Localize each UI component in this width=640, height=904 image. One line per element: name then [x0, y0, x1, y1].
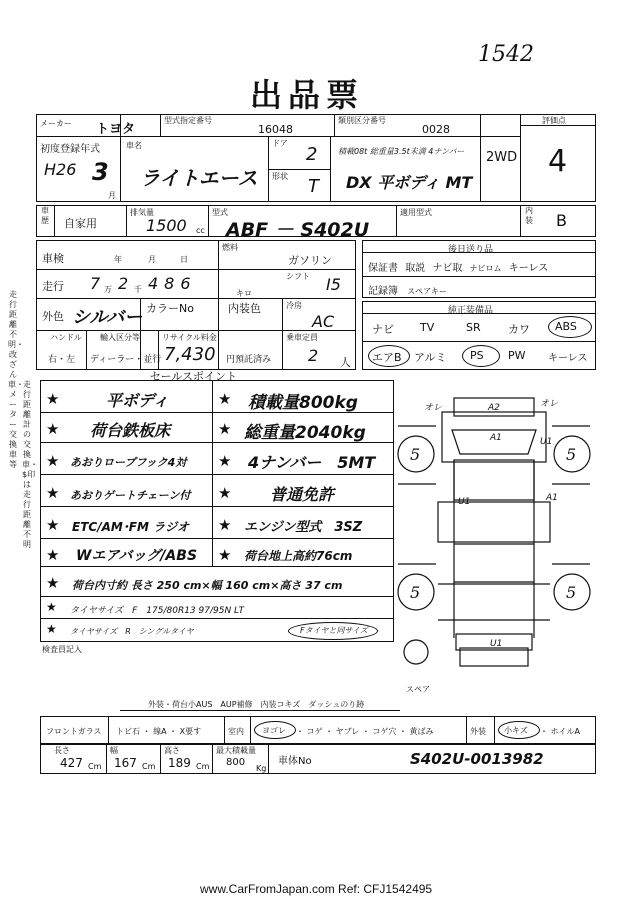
- tire-front: タイヤサイズ F 175/80R13 97/95N LT: [70, 606, 244, 616]
- length-unit: Cm: [88, 762, 102, 771]
- after-doc-navi-rom: ナビロム: [469, 264, 502, 273]
- mileage-digit-3: 486: [148, 274, 197, 293]
- capacity-value: 2: [308, 346, 319, 365]
- diagram-mark-5-rl: 5: [410, 583, 421, 602]
- windshield-label: フロントガラス: [46, 727, 102, 736]
- import-label: 輸入区分等: [100, 333, 140, 342]
- applicable-label: 適用型式: [400, 208, 432, 217]
- class-value: 0028: [422, 123, 450, 136]
- after-docs-items-2: [368, 282, 447, 297]
- mileage-sen: 千: [134, 285, 142, 294]
- grade-value: DX 平ボディ MT: [346, 173, 473, 192]
- room-label: 室内: [228, 727, 244, 736]
- interior-value: B: [556, 211, 567, 230]
- star-icon: ★: [218, 452, 232, 470]
- star-icon: ★: [46, 600, 57, 614]
- recycle-unit: 円預託済み: [226, 355, 272, 365]
- side-note-left-2: 走行距離計の交換車・$印は走行距離不明: [22, 380, 38, 549]
- length-value: 427: [60, 756, 83, 770]
- width-unit: Cm: [142, 762, 156, 771]
- star-icon: ★: [46, 546, 60, 564]
- shape-value: T: [308, 176, 319, 197]
- star-icon: ★: [218, 390, 232, 408]
- inspection-month: 月: [148, 255, 156, 264]
- star-icon: ★: [46, 622, 57, 636]
- after-doc-keyless: キーレス: [508, 263, 549, 274]
- vehicle-damage-diagram: [396, 384, 594, 688]
- room-opt-rest: ・ コゲ ・ ヤブレ ・ コゲ穴 ・ 黄ばみ: [296, 727, 434, 736]
- exterior-label: 外色: [42, 310, 64, 323]
- diagram-mark-ore-right: オレ: [540, 399, 559, 409]
- height-label: 高さ: [164, 746, 180, 755]
- import-value: ディーラー・並行: [90, 355, 162, 365]
- equip-abs: ABS: [555, 320, 577, 333]
- recycle-value: 7,430: [164, 344, 216, 365]
- shift-value: I5: [326, 275, 341, 294]
- sales-points-header: セールスポイント: [150, 370, 238, 383]
- equip-leather: カワ: [508, 323, 530, 336]
- handle-label: ハンドル: [50, 333, 82, 342]
- sales-point-1: 平ボディ: [106, 391, 169, 410]
- displacement-label: 排気量: [130, 208, 154, 217]
- reg-month-unit: 月: [108, 191, 116, 200]
- color-no-label: カラーNo: [146, 302, 194, 315]
- recycle-label: リサイクル料金: [162, 333, 217, 342]
- ac-label: 冷房: [286, 301, 302, 310]
- length-label: 長さ: [54, 746, 70, 755]
- class-label: 類別区分番号: [338, 116, 386, 125]
- mileage-digit-1: 7: [90, 274, 101, 293]
- inspector-label: 検査員記入: [42, 645, 82, 654]
- equip-ps: PS: [470, 349, 484, 362]
- ac-value: AC: [312, 312, 335, 331]
- inspection-year: 年: [114, 255, 122, 264]
- sales-point-4: 総重量2040kg: [244, 423, 366, 443]
- interior-color-label: 内装色: [228, 302, 261, 315]
- spare-label: スペア: [406, 685, 430, 694]
- tire-note: Fタイヤと同サイズ: [300, 626, 368, 635]
- fuel-label: 燃料: [222, 243, 238, 252]
- mileage-label: 走行: [42, 280, 64, 293]
- capacity-unit: 人: [340, 356, 351, 369]
- height-unit: Cm: [196, 762, 210, 771]
- reg-year: 3: [92, 158, 109, 186]
- load-unit: Kg: [256, 764, 267, 773]
- diagram-mark-a2: A2: [488, 403, 500, 413]
- star-icon: ★: [218, 420, 232, 438]
- sales-point-9: ETC/AM･FM ラジオ: [72, 520, 190, 534]
- vin-label: 車体No: [278, 756, 312, 767]
- diagram-mark-ore-left: オレ: [424, 403, 443, 413]
- rating-label: 評価点: [542, 116, 566, 125]
- sales-point-11: Wエアバッグ/ABS: [76, 548, 198, 564]
- door-value: 2: [306, 144, 318, 165]
- diagram-mark-5-rr: 5: [566, 583, 577, 602]
- sales-point-10: エンジン型式 3SZ: [244, 520, 363, 535]
- diagram-mark-5-fl: 5: [410, 445, 421, 464]
- exterior-value: シルバー: [72, 307, 143, 328]
- type-designation-label: 型式指定番号: [164, 116, 212, 125]
- interior-label: 内装: [525, 206, 533, 225]
- equip-navi: ナビ: [372, 323, 394, 336]
- diagram-mark-a1-mid: A1: [546, 493, 558, 503]
- model-value: ABF － S402U: [226, 219, 370, 241]
- model-label: 型式: [212, 208, 228, 217]
- score-value: 4: [548, 144, 568, 179]
- height-value: 189: [168, 756, 191, 770]
- after-doc-record-book: 記録簿: [368, 286, 398, 297]
- condition-note: 外装・荷台小AUS AUP補修 内装コキズ ダッシュのり跡: [148, 700, 365, 709]
- star-icon: ★: [46, 516, 60, 534]
- sales-point-8: 普通免許: [270, 485, 335, 504]
- shift-label: シフト: [286, 272, 310, 281]
- after-doc-manual: 取説: [405, 263, 426, 274]
- after-docs-items-1: [368, 259, 548, 274]
- drive-value: 2WD: [486, 150, 518, 165]
- handle-value: 右・左: [48, 355, 76, 365]
- diagram-mark-a1-top: A1: [490, 433, 502, 443]
- maker-label: メーカー: [40, 119, 72, 128]
- star-icon: ★: [46, 452, 60, 470]
- equip-alloy: アルミ: [414, 351, 447, 364]
- diagram-mark-5-fr: 5: [566, 445, 577, 464]
- width-label: 幅: [110, 746, 118, 755]
- room-opt-dirt: ヨゴレ: [262, 726, 286, 735]
- door-label: ドア: [272, 139, 288, 148]
- equip-keyless: キーレス: [548, 353, 588, 364]
- load-label: 最大積載量: [216, 746, 256, 755]
- sales-point-7: あおりゲートチェーン付: [70, 489, 191, 502]
- width-value: 167: [114, 756, 137, 770]
- ext-opt-wheel: ・ ホイルA: [540, 727, 581, 736]
- capacity-label: 乗車定員: [286, 333, 318, 342]
- star-icon: ★: [218, 484, 232, 502]
- equipment-header: 純正装備品: [448, 306, 494, 316]
- ext-opt-scratch: 小キズ: [504, 726, 528, 735]
- inspection-day: 日: [180, 255, 188, 264]
- sales-point-2: 積載量800kg: [248, 393, 358, 413]
- mileage-man: 万: [104, 285, 112, 294]
- sales-point-5: あおりロープフック4対: [70, 456, 187, 469]
- star-icon: ★: [46, 574, 60, 592]
- vin-value: S402U-0013982: [410, 750, 544, 768]
- after-docs-header: 後日送り品: [448, 245, 494, 255]
- spec-note: 積載08t 総重量3.5t未満 4ナンバー: [338, 147, 465, 156]
- windshield-opts: トビ石 ・ 線A ・ X要す: [116, 727, 202, 736]
- sales-point-12: 荷台地上高約76cm: [244, 549, 353, 563]
- star-icon: ★: [218, 516, 232, 534]
- car-name-label: 車名: [126, 141, 142, 150]
- displacement-value: 1500: [146, 216, 187, 235]
- equip-tv: TV: [420, 321, 435, 334]
- star-icon: ★: [46, 390, 60, 408]
- load-value: 800: [226, 757, 246, 768]
- page-title: 出品票: [250, 76, 365, 114]
- reg-era: H26: [44, 160, 77, 179]
- shape-label: 形状: [272, 172, 288, 181]
- usage-label: 車歴: [41, 206, 49, 225]
- cargo-dimensions: 荷台内寸約 長さ 250 cm×幅 160 cm×高さ 37 cm: [72, 579, 343, 592]
- diagram-mark-u1-bottom: U1: [490, 639, 503, 649]
- after-doc-warranty: 保証書: [368, 263, 398, 274]
- type-designation-value: 16048: [258, 123, 293, 136]
- mileage-km: キロ: [236, 289, 252, 298]
- tire-rear: タイヤサイズ R シングルタイヤ: [70, 627, 194, 636]
- diagram-mark-u1-left: U1: [458, 497, 471, 507]
- mileage-digit-2: 2: [118, 274, 129, 293]
- diagram-mark-u1-right: U1: [540, 437, 553, 447]
- inspection-label: 車検: [42, 252, 64, 265]
- after-doc-spare-key: スペアキー: [407, 287, 447, 296]
- fuel-value: ガソリン: [288, 254, 332, 267]
- star-icon: ★: [46, 484, 60, 502]
- usage-value: 自家用: [64, 217, 97, 230]
- sales-point-6: 4ナンバー 5MT: [248, 453, 376, 472]
- equip-sr: SR: [466, 321, 481, 334]
- equip-pw: PW: [508, 349, 526, 362]
- side-note-left: 走行距離不明・改ざん車・メーター交換車等: [8, 290, 24, 469]
- equip-airbag: エアB: [372, 351, 402, 364]
- sales-point-3: 荷台鉄板床: [90, 421, 171, 440]
- star-icon: ★: [46, 420, 60, 438]
- star-icon: ★: [218, 546, 232, 564]
- ext-label: 外装: [470, 727, 486, 736]
- car-name-value: ライトエース: [140, 166, 258, 190]
- footer-text: www.CarFromJapan.com Ref: CFJ1542495: [200, 882, 433, 896]
- first-reg-label: 初度登録年式: [40, 144, 100, 155]
- displacement-unit: cc: [196, 226, 205, 235]
- after-doc-navi-manual: ナビ取: [432, 263, 463, 274]
- handwritten-lot-number: 1542: [478, 42, 534, 67]
- maker-value: トヨタ: [96, 122, 136, 137]
